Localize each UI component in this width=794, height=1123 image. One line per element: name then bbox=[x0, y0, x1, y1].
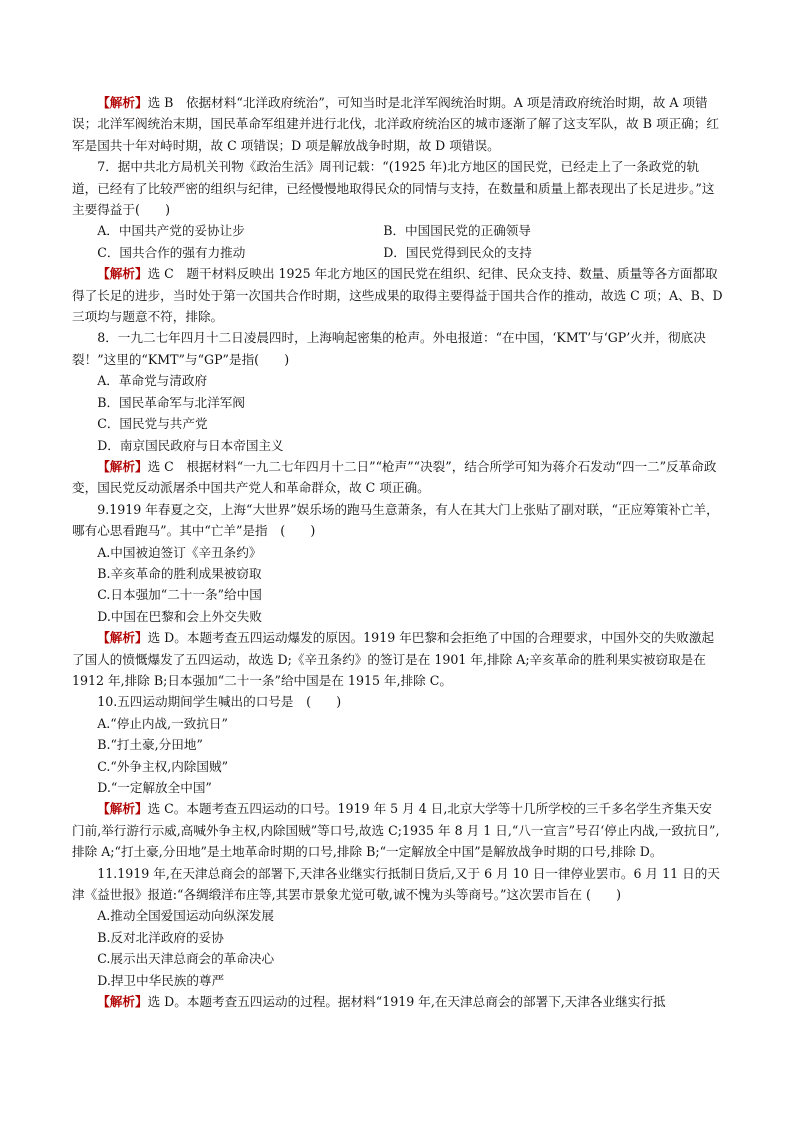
option-item: D．南京国民政府与日本帝国主义 bbox=[97, 437, 284, 453]
option-item: D．国民党得到民众的支持 bbox=[383, 244, 532, 260]
explanation-tag: 【解析】 bbox=[97, 994, 148, 1010]
explanation-tag: 【解析】 bbox=[97, 95, 148, 110]
explanation-tag: 【解析】 bbox=[97, 630, 148, 646]
option-item: C．国共合作的强有力推动 bbox=[97, 244, 246, 260]
explanation-paragraph bbox=[72, 92, 724, 156]
option-item: B．中国国民党的正确领导 bbox=[383, 223, 531, 239]
explanation-text: 选 D。本题考查五四运动爆发的原因。1919 年巴黎和会拒绝了中国的合理要求，中国外交的失败激起了国人的愤慨爆发了五四运动，故选 D;《辛丑条约》的签订是在 1901 年,排除 A;辛亥革命的胜利果实被窃取是在 1912 年,排除 B;日本强加“二十一条”给中国是在 1915 年,排除 C。 bbox=[72, 630, 715, 688]
explanation-paragraph bbox=[72, 627, 724, 691]
explanation-text: 选 D。本题考查五四运动的过程。据材料“1919 年,在天津总商会的部署下,天津各业继实行抵 bbox=[147, 994, 666, 1010]
option-row bbox=[72, 242, 724, 263]
question-stem: 10.五四运动期间学生喊出的口号是 ( ) bbox=[97, 694, 342, 710]
explanation-text: 选 B 依据材料“北洋政府统治”，可知当时是北洋军阀统治时期。A 项是清政府统治时期，故 A 项错误；北洋军阀统治末期，国民革命军组建并进行北伐，北洋政府统治区的城市逐渐了解了这支军队，故 B 项正确；红军是国共十年对峙时期，故 C 项错误；D 项是解放战争时期，故 D 项错误。 bbox=[72, 95, 719, 153]
option-row bbox=[72, 220, 724, 241]
option-item: B.辛亥革命的胜利成果被窃取 bbox=[97, 565, 262, 581]
option-item: A.“停止内战,一致抗日” bbox=[97, 715, 228, 731]
option-item: C．国民党与共产党 bbox=[97, 416, 208, 432]
explanation-paragraph bbox=[72, 991, 724, 1012]
question-stem: 8．一九二七年四月十二日凌晨四时，上海响起密集的枪声。外电报道：“在中国，‘KMT’与‘GP’火并，彻底决裂！”这里的“KMT”与“GP”是指( ) bbox=[72, 330, 706, 367]
explanation-tag: 【解析】 bbox=[97, 266, 148, 282]
explanation-text: 选 C 题干材料反映出 1925 年北方地区的国民党在组织、纪律、民众支持、数量、质量等各方面都取得了长足的进步，当时处于第一次国共合作时期，这些成果的取得主要得益于国共合作的推动，故选 C 项；A、B、D 三项均与题意不符，排除。 bbox=[72, 266, 723, 325]
option-item: D.“一定解放全中国” bbox=[97, 780, 212, 795]
option-item: A.中国被迫签订《辛丑条约》 bbox=[97, 544, 262, 560]
option-item: A.推动全国爱国运动向纵深发展 bbox=[97, 908, 275, 924]
option-item: D.捍卫中华民族的尊严 bbox=[97, 972, 225, 988]
explanation-tag: 【解析】 bbox=[97, 458, 148, 474]
explanation-paragraph bbox=[72, 798, 724, 862]
explanation-text: 选 C。本题考查五四运动的口号。1919 年 5 月 4 日,北京大学等十几所学校的三千多名学生齐集天安门前,举行游行示威,高喊外争主权,内除国贼”等口号,故选 C;1935 年 8 月 1 日,“八一宣言”号召‘停止内战,一致抗日”,排除 A;“打土豪,分田地”是土地革命时期的口号,排除 B;“一定解放全中国”是解放战争时期的口号,排除 D。 bbox=[72, 801, 720, 860]
explanation-text: 选 C 根据材料“一九二七年四月十二日”“枪声”“决裂”，结合所学可知为蒋介石发动“四一二”反革命政变，国民党反动派屠杀中国共产党人和革命群众，故 C 项正确。 bbox=[72, 458, 717, 496]
option-item: C.展示出天津总商会的革命决心 bbox=[97, 951, 275, 967]
question-stem: 11.1919 年,在天津总商会的部署下,天津各业继实行抵制日货后,又于 6 月 10 日一律停业罢市。6 月 11 日的天津《益世报》报道:“各绸缎洋布庄等,其罢市景象尤觉可敬,诚不愧为头等商号。”这次罢市旨在 ( ) bbox=[72, 865, 720, 903]
document-page bbox=[72, 92, 724, 1012]
option-item: C.日本强加“二十一条”给中国 bbox=[97, 587, 262, 603]
option-item: B.“打土豪,分田地” bbox=[97, 737, 203, 753]
option-item: B.反对北洋政府的妥协 bbox=[97, 929, 224, 945]
option-item: B．国民革命军与北洋军阀 bbox=[97, 394, 245, 410]
option-item: C.“外争主权,内除国贼” bbox=[97, 758, 229, 774]
explanation-tag: 【解析】 bbox=[97, 801, 148, 817]
question-stem: 9.1919 年春夏之交，上海“大世界”娱乐场的跑马生意萧条，有人在其大门上张贴了副对联，“正应筹策补亡羊，哪有心思看跑马”。其中“亡羊”是指 ( ) bbox=[72, 501, 719, 539]
option-item: A．革命党与清政府 bbox=[97, 373, 208, 389]
explanation-paragraph bbox=[72, 263, 724, 327]
question-stem: 7．据中共北方局机关刊物《政治生活》周刊记载：“(1925 年)北方地区的国民党，已经走上了一条政党的轨道，已经有了比较严密的组织与纪律，已经慢慢地取得民众的同情与支持，在数量和质量上都表现出了长足进步。”这主要得益于( ) bbox=[72, 159, 715, 218]
option-item: D.中国在巴黎和会上外交失败 bbox=[97, 608, 262, 624]
option-item: A．中国共产党的妥协让步 bbox=[97, 223, 245, 239]
explanation-paragraph bbox=[72, 456, 724, 499]
